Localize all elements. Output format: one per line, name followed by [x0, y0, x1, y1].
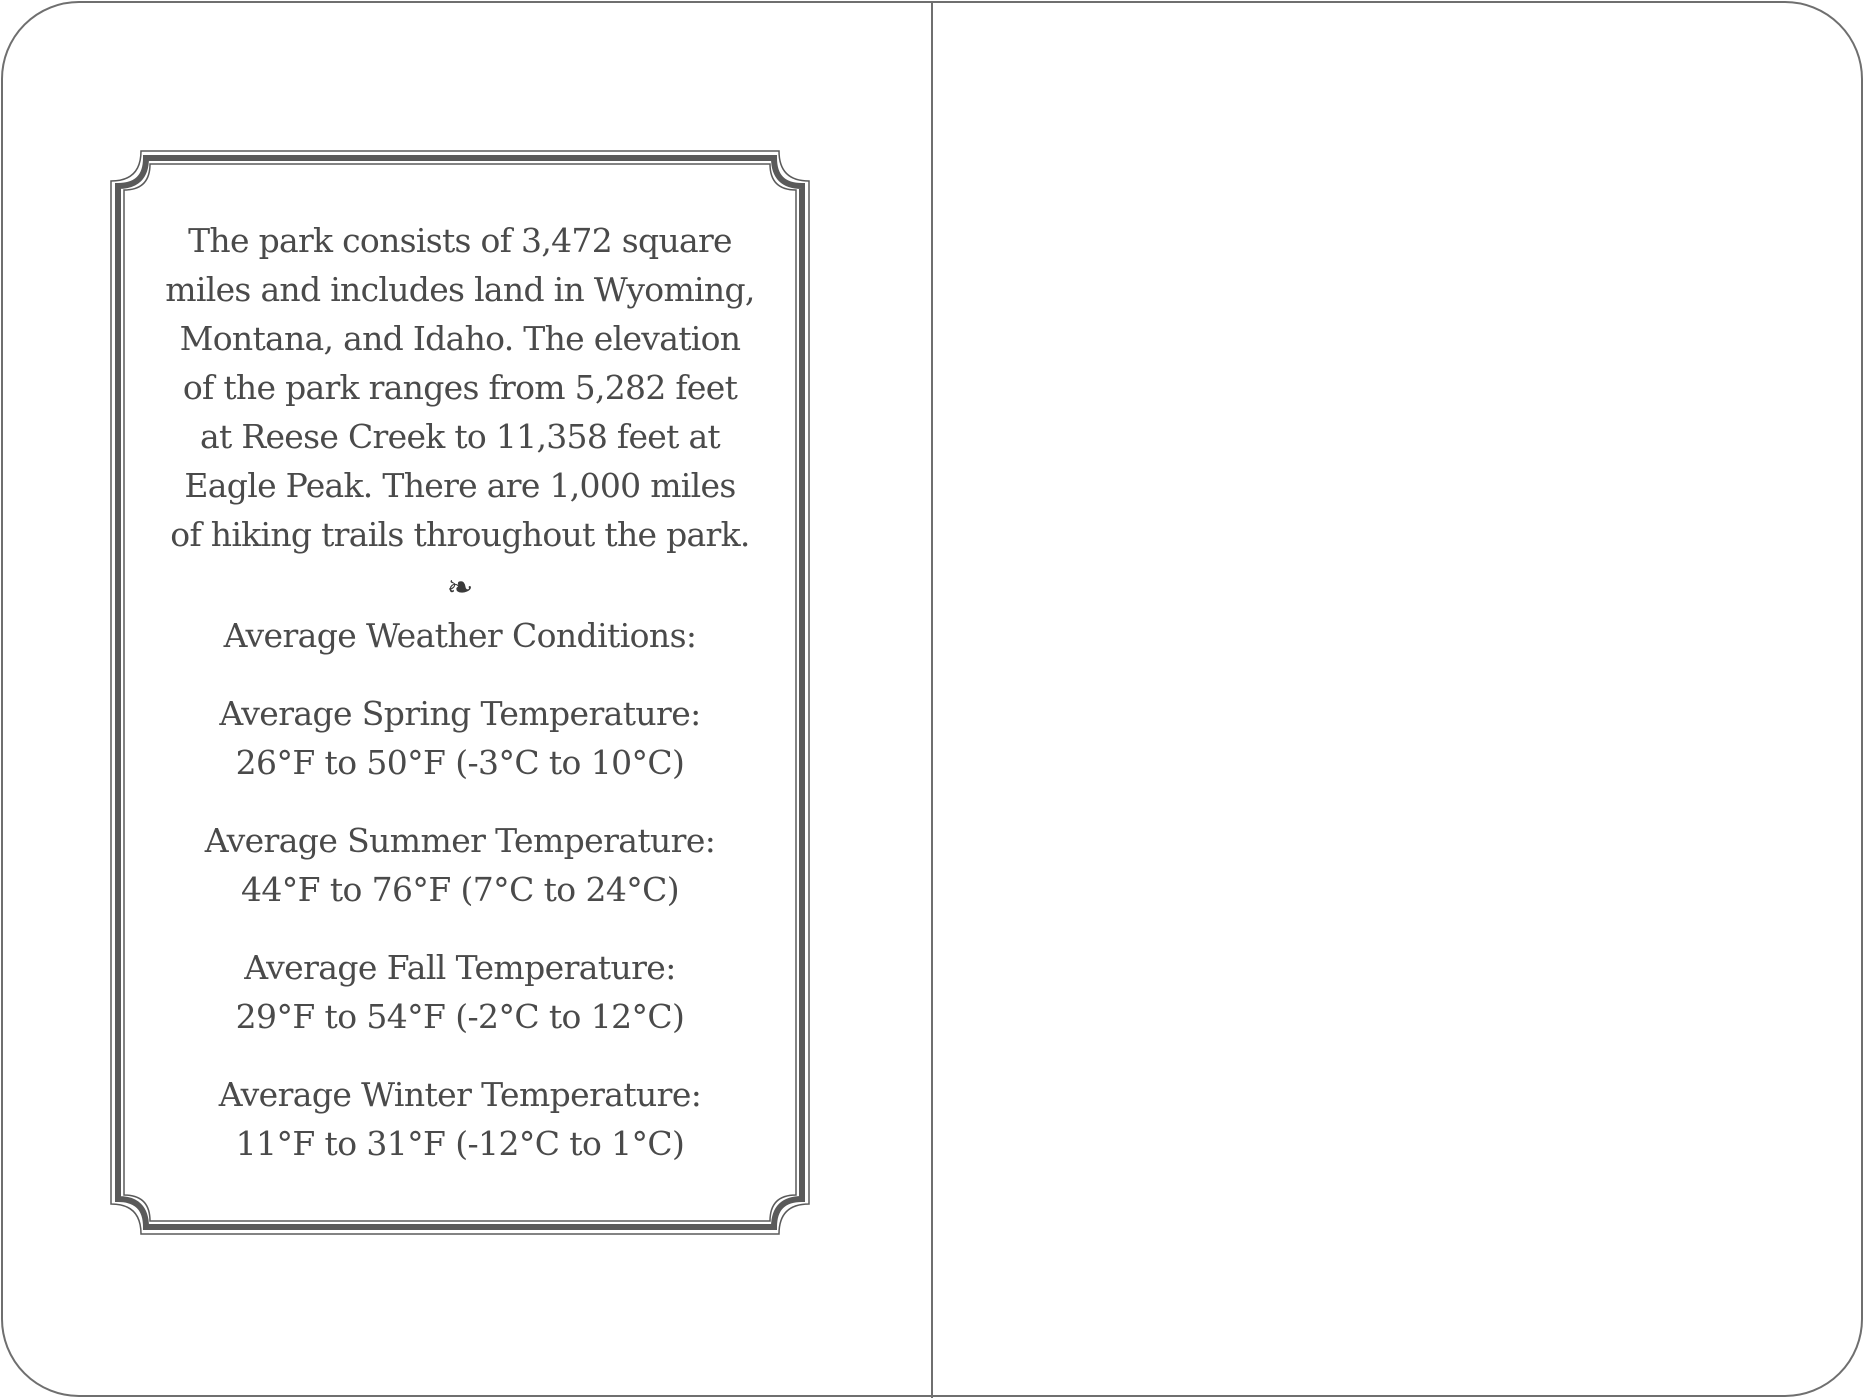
season-range: 11°F to 31°F (-12°C to 1°C) [235, 1124, 685, 1163]
season-block-fall [160, 943, 760, 1041]
season-block-spring [160, 689, 760, 787]
season-range: 26°F to 50°F (-3°C to 10°C) [235, 743, 685, 782]
fold-line [931, 1, 933, 1398]
weather-heading: Average Weather Conditions: [223, 616, 697, 655]
season-label: Average Winter Temperature: [218, 1075, 702, 1114]
park-description: The park consists of 3,472 square miles and includes land in Wyoming, Montana, and Idaho. The elevation of the park ranges from 5,282 feet at Reese Creek to 11,358 feet at Eagle Peak. There are 1,000 miles of hiking trails throughout the park. [165, 221, 755, 554]
info-panel [160, 216, 760, 1197]
season-range: 44°F to 76°F (7°C to 24°C) [240, 870, 680, 909]
season-block-winter [160, 1070, 760, 1168]
season-label: Average Fall Temperature: [244, 948, 676, 987]
season-range: 29°F to 54°F (-2°C to 12°C) [235, 997, 685, 1036]
season-block-summer [160, 816, 760, 914]
season-label: Average Spring Temperature: [219, 694, 701, 733]
flourish-ornament-icon: ❧ [446, 568, 474, 606]
season-label: Average Summer Temperature: [204, 821, 716, 860]
